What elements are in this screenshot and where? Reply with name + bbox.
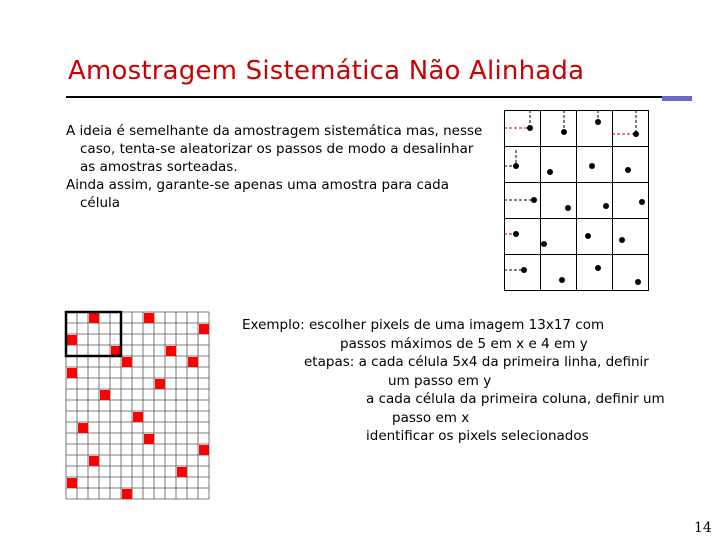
pixel-grid-lines xyxy=(66,312,209,499)
sample-point xyxy=(595,119,601,125)
pixel-grid xyxy=(64,310,212,502)
slide-title: Amostragem Sistemática Não Alinhada xyxy=(68,56,585,86)
selected-pixel xyxy=(144,434,154,444)
selected-pixel xyxy=(199,324,209,334)
sample-point xyxy=(619,237,625,243)
intro-text xyxy=(66,122,486,212)
selected-pixel xyxy=(111,346,121,356)
sample-point xyxy=(541,241,547,247)
unaligned-sampling-diagram xyxy=(498,108,658,294)
example-line-7: identificar os pixels selecionados xyxy=(366,428,589,444)
sample-point xyxy=(589,163,595,169)
sample-point xyxy=(547,169,553,175)
page-number: 14 xyxy=(694,520,712,536)
example-line-1: Exemplo: escolher pixels de uma imagem 13x17 com xyxy=(242,317,605,333)
selected-pixel xyxy=(133,412,143,422)
sample-point xyxy=(561,129,567,135)
sample-point xyxy=(595,265,601,271)
sample-point xyxy=(527,125,533,131)
title-underline xyxy=(66,96,688,98)
sample-point xyxy=(585,233,591,239)
selected-pixel xyxy=(67,335,77,345)
sample-point xyxy=(633,131,639,137)
sample-point xyxy=(639,199,645,205)
example-line-5: a cada célula da primeira coluna, definir um xyxy=(366,391,665,407)
selected-pixel xyxy=(89,313,99,323)
selected-pixel xyxy=(122,357,132,367)
example-line-6: passo em x xyxy=(392,409,470,426)
example-line-3: etapas: a cada célula 5x4 da primeira linha, definir xyxy=(304,354,649,370)
sample-point xyxy=(513,231,519,237)
sample-point xyxy=(625,167,631,173)
sample-point xyxy=(513,163,519,169)
selected-pixel xyxy=(89,456,99,466)
diagram-sample-points xyxy=(513,119,645,285)
selected-pixel xyxy=(188,357,198,367)
selected-pixel xyxy=(155,379,165,389)
example-line-2: passos máximos de 5 em x e 4 em y xyxy=(340,335,588,352)
sample-point xyxy=(635,279,641,285)
selected-pixel xyxy=(177,467,187,477)
selected-pixel xyxy=(67,478,77,488)
selected-pixel xyxy=(122,489,132,499)
intro-paragraph-1: A ideia é semelhante da amostragem sistemática mas, nesse caso, tenta-se aleatorizar os passos de modo a desalinhar as amostras sorteadas. xyxy=(66,123,483,175)
selected-pixel xyxy=(144,313,154,323)
selected-pixel xyxy=(199,445,209,455)
example-line-4: um passo em y xyxy=(388,372,492,389)
sample-point xyxy=(565,205,571,211)
selected-pixel xyxy=(78,423,88,433)
intro-paragraph-2: Ainda assim, garante-se apenas uma amostra para cada célula xyxy=(66,177,450,211)
selected-pixel xyxy=(100,390,110,400)
example-text xyxy=(242,316,702,446)
sample-point xyxy=(559,277,565,283)
selected-pixel xyxy=(166,346,176,356)
sample-point xyxy=(603,203,609,209)
sample-point xyxy=(521,267,527,273)
selected-pixel xyxy=(67,368,77,378)
diagram-offset-lines xyxy=(504,110,636,270)
sample-point xyxy=(531,197,537,203)
